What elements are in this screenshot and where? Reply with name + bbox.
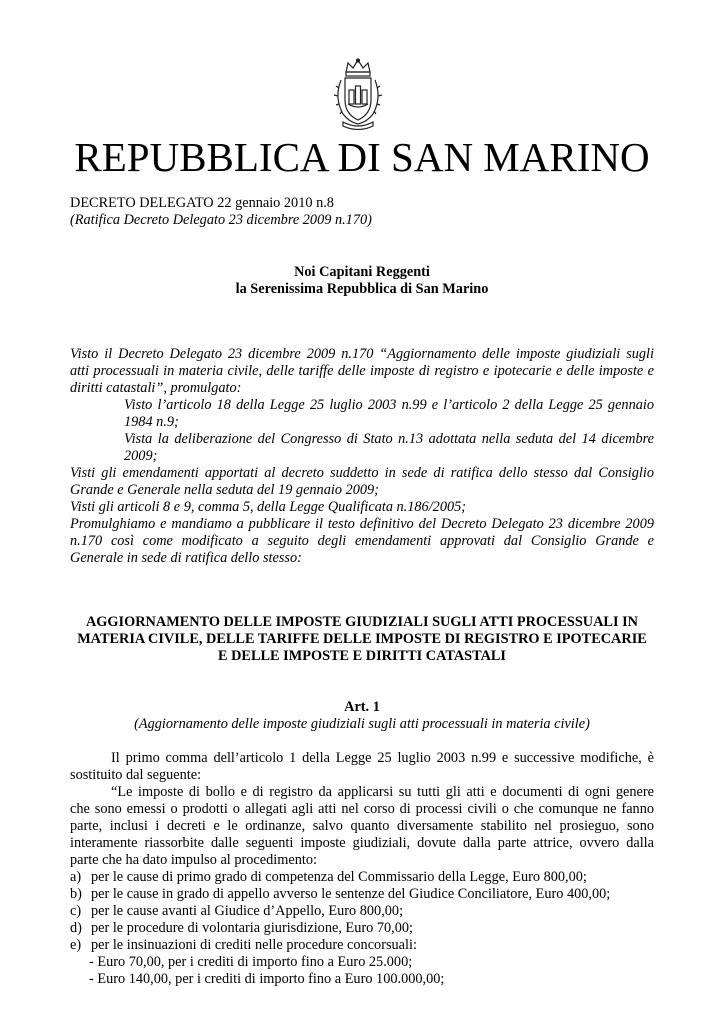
quote-line: interamente riassorbite dalle seguenti imposte giudiziali, dovute dalla parte attrice, ovvero dalla	[70, 835, 654, 851]
page-title: REPUBBLICA DI SAN MARINO	[74, 134, 650, 180]
emendamenti-line: Visti gli emendamenti apportati al decreto suddetto in sede di ratifica dello stesso dal Consiglio	[70, 465, 654, 481]
article-intro-line: sostituito dal seguente:	[70, 767, 202, 783]
list-item-text: per le insinuazioni di crediti nelle procedure concorsuali:	[91, 937, 417, 953]
list-item	[70, 903, 654, 920]
list-marker: c)	[70, 903, 82, 919]
sub-list-item: - Euro 140,00, per i crediti di importo fino a Euro 100.000,00;	[89, 971, 445, 987]
quote-line: parte che ha dato impulso al procedimento:	[70, 852, 317, 868]
ratifica-reference: (Ratifica Decreto Delegato 23 dicembre 2009 n.170)	[70, 212, 372, 228]
visto-line: atti processuali in materia civile, delle tariffe delle imposte di registro e ipotecarie e delle imposte e	[70, 363, 654, 379]
article-intro-line: Il primo comma dell’articolo 1 della Legge 25 luglio 2003 n.99 e successive modifiche, è	[111, 750, 654, 766]
promulghiamo-line: Generale in sede di ratifica dello stesso:	[70, 550, 302, 566]
list-marker: b)	[70, 886, 82, 902]
sub-list-item: - Euro 70,00, per i crediti di importo fino a Euro 25.000;	[89, 954, 413, 970]
articoli-line: Visti gli articoli 8 e 9, comma 5, della Legge Qualificata n.186/2005;	[70, 499, 467, 515]
section-heading-line: MATERIA CIVILE, DELLE TARIFFE DELLE IMPOSTE DI REGISTRO E IPOTECARIE	[77, 631, 647, 647]
list-item	[70, 920, 654, 937]
quote-line: parte, inclusi i decreti e le ordinanze, salvo quanto diversamente stabilito nel prosieguo, sono	[70, 818, 654, 834]
list-item-text: per le procedure di volontaria giurisdizione, Euro 70,00;	[91, 920, 413, 936]
list-item-text: per le cause avanti al Giudice d’Appello, Euro 800,00;	[91, 903, 404, 919]
section-heading-line: AGGIORNAMENTO DELLE IMPOSTE GIUDIZIALI SUGLI ATTI PROCESSUALI IN	[85, 614, 638, 630]
decree-reference: DECRETO DELEGATO 22 gennaio 2010 n.8	[70, 195, 334, 211]
quote-line: “Le imposte di bollo e di registro da applicarsi su tutti gli atti e documenti di ogni genere	[111, 784, 654, 800]
article-number: Art. 1	[344, 699, 380, 715]
quote-line: che sono emessi o prodotti o allegati agli atti nel corso di processi civili o che comunque ne fanno	[70, 801, 654, 817]
sub-clause-1-cont: 1984 n.9;	[124, 414, 179, 430]
emendamenti-line: Grande e Generale nella seduta del 19 gennaio 2009;	[70, 482, 379, 498]
list-item-text: per le cause in grado di appello avverso le sentenze del Giudice Conciliatore, Euro 400,00;	[91, 886, 611, 902]
list-marker: a)	[70, 869, 82, 885]
sub-clause-2-cont: 2009;	[124, 448, 158, 464]
visto-line: Visto il Decreto Delegato 23 dicembre 2009 n.170 “Aggiornamento delle imposte giudiziali sugli	[70, 346, 654, 362]
list-item	[70, 937, 654, 954]
promulghiamo-line: n.170 così come modificato a seguito degli emendamenti approvati dal Consiglio Grande e	[70, 533, 654, 549]
list-marker: e)	[70, 937, 82, 953]
reggenti-line-1: Noi Capitani Reggenti	[294, 264, 430, 280]
sub-clause-2: Vista la deliberazione del Congresso di Stato n.13 adottata nella seduta del 14 dicembre	[124, 431, 654, 447]
list-item	[70, 886, 654, 903]
article-subtitle: (Aggiornamento delle imposte giudiziali sugli atti processuali in materia civile)	[134, 716, 590, 732]
promulghiamo-line: Promulghiamo e mandiamo a pubblicare il testo definitivo del Decreto Delegato 23 dicembre 2009	[70, 516, 654, 532]
list-item-text: per le cause di primo grado di competenza del Commissario della Legge, Euro 800,00;	[91, 869, 587, 885]
list-marker: d)	[70, 920, 82, 936]
reggenti-line-2: la Serenissima Repubblica di San Marino	[235, 281, 489, 297]
sub-clause-1: Visto l’articolo 18 della Legge 25 luglio 2003 n.99 e l’articolo 2 della Legge 25 gennaio	[124, 397, 654, 413]
section-heading-line: E DELLE IMPOSTE E DIRITTI CATASTALI	[218, 648, 506, 664]
visto-line: diritti catastali”, promulgato:	[70, 380, 242, 396]
coat-of-arms-icon	[329, 58, 387, 130]
list-item	[70, 869, 654, 886]
